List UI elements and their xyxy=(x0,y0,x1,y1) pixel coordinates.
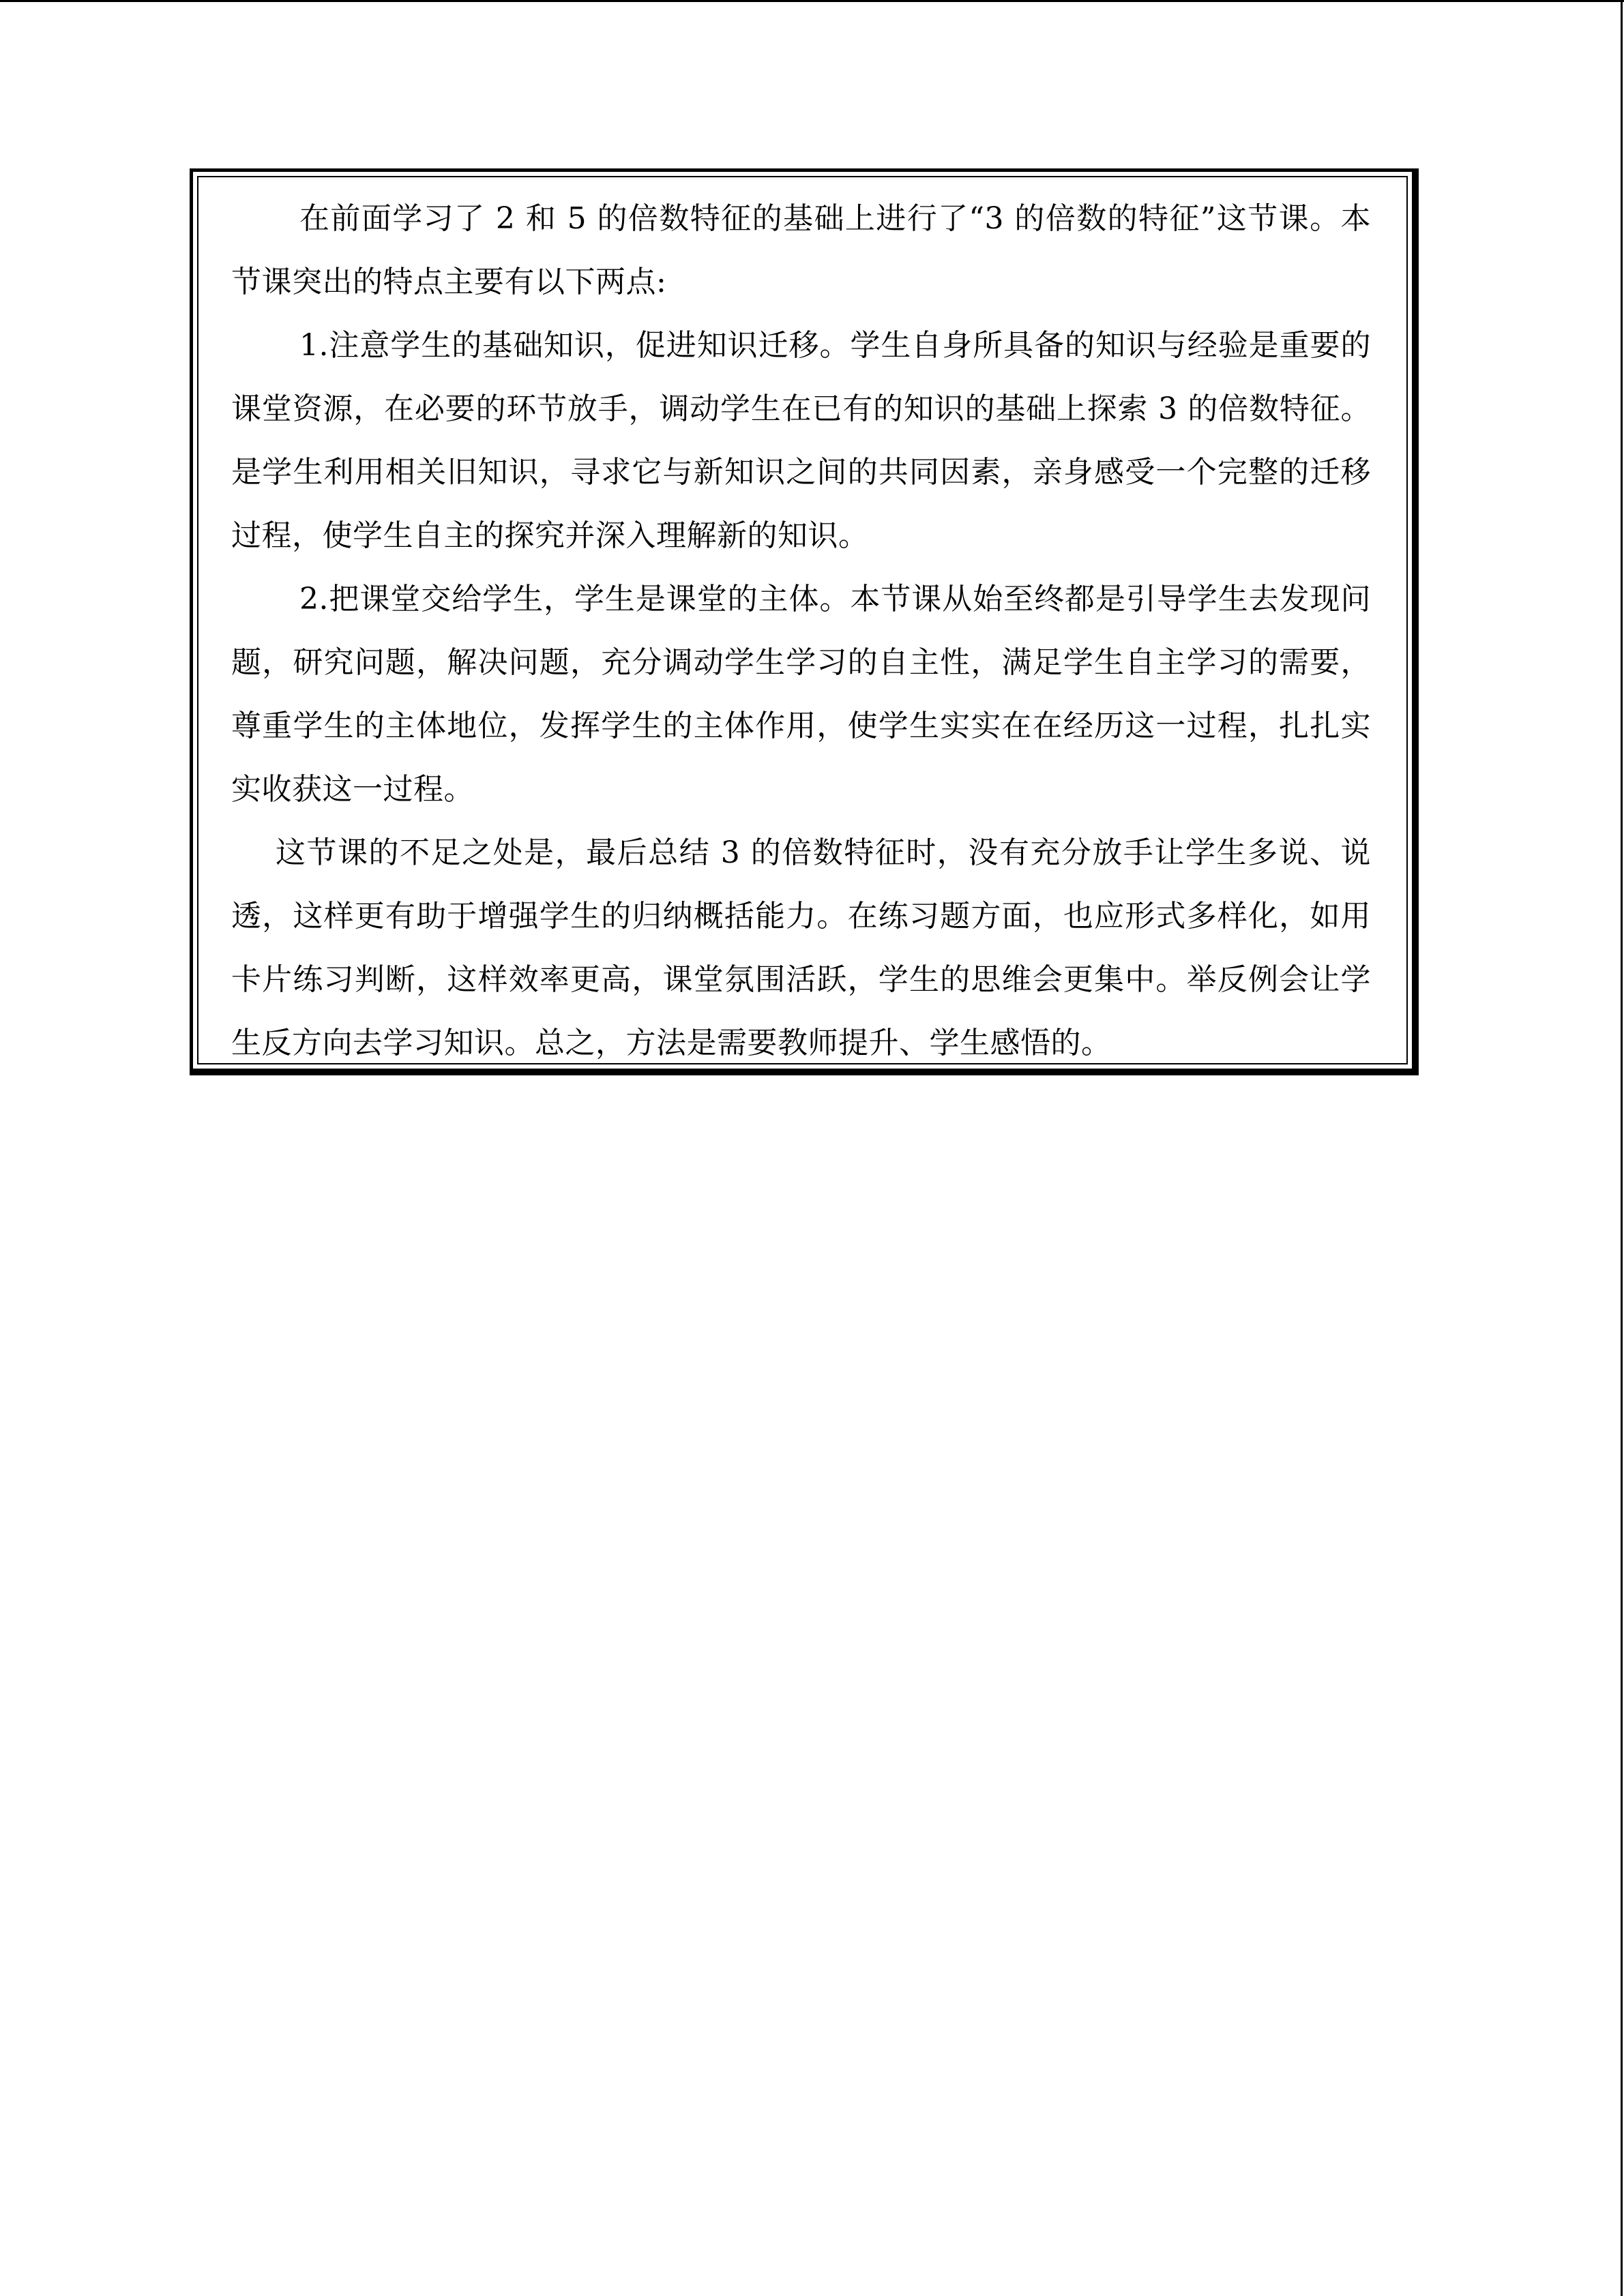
paragraph-intro: 在前面学习了 2 和 5 的倍数特征的基础上进行了“3 的倍数的特征”这节课。本节课突出的特点主要有以下两点: xyxy=(231,201,1371,299)
paragraph-point-1: 1.注意学生的基础知识，促进知识迁移。学生自身所具备的知识与经验是重要的课堂资源，在必要的环节放手，调动学生在已有的知识的基础上探索 3 的倍数特征。是学生利用相关旧知识，寻求它与新知识之间的共同因素，亲身感受一个完整的迁移过程，使学生自主的探究并深入理解新的知识。 xyxy=(231,328,1371,553)
paragraph-point-2: 2.把课堂交给学生，学生是课堂的主体。本节课从始至终都是引导学生去发现问题，研究问题，解决问题，充分调动学生学习的自主性，满足学生自主学习的需要，尊重学生的主体地位，发挥学生的主体作用，使学生实实在在经历这一过程，扎扎实实收获这一过程。 xyxy=(231,582,1371,807)
reflection-text-box xyxy=(190,168,1419,1075)
paragraph-shortcomings: 这节课的不足之处是，最后总结 3 的倍数特征时，没有充分放手让学生多说、说透，这样更有助于增强学生的归纳概括能力。在练习题方面，也应形式多样化，如用卡片练习判断，这样效率更高，课堂氛围活跃，学生的思维会更集中。举反例会让学生反方向去学习知识。总之，方法是需要教师提升、学生感悟的。 xyxy=(231,835,1371,1060)
page-edge-right xyxy=(1621,0,1623,2296)
page-edge-top xyxy=(0,0,1624,2)
reflection-text-box-inner xyxy=(197,176,1408,1064)
